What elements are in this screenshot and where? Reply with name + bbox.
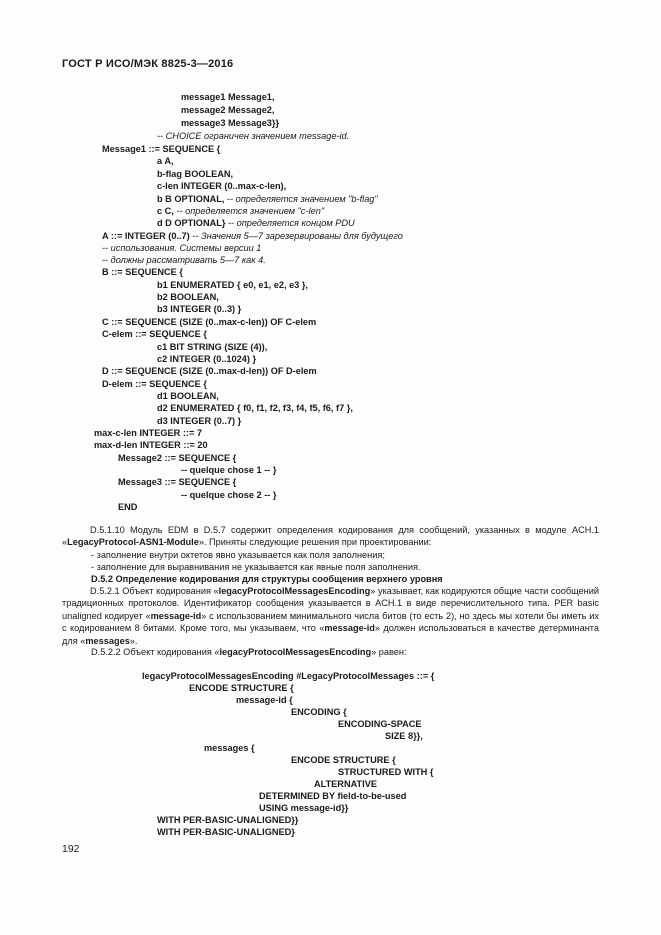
code-text: A ::= INTEGER (0..7) [102,231,190,241]
module-name: LegacyProtocol-ASN1-Module [67,537,199,548]
code-line: WITH PER-BASIC-UNALIGNED} [157,827,295,837]
code-line: C ::= SEQUENCE (SIZE (0..max-c-len)) OF C-elem [102,317,317,327]
code-line: END [118,502,138,512]
code-line [157,217,355,229]
code-line: b1 ENUMERATED { e0, e1, e2, e3 }, [157,280,308,290]
code-line: ENCODE STRUCTURE { [291,755,396,765]
paragraph-d5-2-2 [91,646,407,658]
code-line: ENCODING { [291,707,347,717]
code-line: -- quelque chose 2 -- } [181,490,277,500]
text-run: » должен использоваться в качестве детерминанта для « [62,623,600,646]
code-line: USING message-id}} [259,803,349,813]
code-line: c-len INTEGER (0..max-c-len), [157,181,287,191]
code-line: B ::= SEQUENCE { [102,267,183,277]
code-line: C-elem ::= SEQUENCE { [102,329,207,339]
code-comment: -- определяется значением "c-len" [173,206,325,216]
code-line: Message2 ::= SEQUENCE { [118,453,237,463]
code-line: a A, [157,156,174,166]
code-line: ALTERNATIVE [314,779,377,789]
code-text: b B OPTIONAL, [157,194,225,204]
code-line: DETERMINED BY field-to-be-used [259,791,407,801]
code-text: d D OPTIONAL} [157,218,226,228]
code-line [157,193,378,205]
code-line: legacyProtocolMessagesEncoding #LegacyProtocolMessages ::= { [142,671,435,681]
code-line: message1 Message1, [181,92,275,102]
list-item: ‑ заполнение для выравнивания не указывается как явные поля заполнения. [91,562,421,572]
code-line: D-elem ::= SEQUENCE { [102,379,207,389]
document-header: ГОСТ Р ИСО/МЭК 8825-3—2016 [62,58,234,70]
code-line: -- quelque chose 1 -- } [181,465,277,475]
code-line: WITH PER-BASIC-UNALIGNED}} [157,815,299,825]
code-line: Message1 ::= SEQUENCE { [102,144,221,154]
code-line: D ::= SEQUENCE (SIZE (0..max-d-len)) OF D-elem [102,366,317,376]
field-name: message-id [150,610,202,621]
field-name: message-id [324,623,375,634]
code-line: d2 ENUMERATED { f0, f1, f2, f3, f4, f5, f6, f7 }, [157,403,353,413]
object-name: legacyProtocolMessagesEncoding [218,586,371,596]
object-name: legacyProtocolMessagesEncoding [219,647,372,657]
paragraph-d5-1-10 [62,524,599,549]
code-line: c1 BIT STRING (SIZE (4)), [157,342,268,352]
code-line: message3 Message3}} [181,118,280,128]
paragraph-d5-2-1 [62,585,599,647]
code-comment: -- CHOICE ограничен значением message-id. [157,131,350,141]
code-line: c2 INTEGER (0..1024) } [157,354,257,364]
code-line: ENCODING-SPACE [338,719,422,729]
code-line [102,230,403,242]
page-number: 192 [62,843,80,855]
code-line: SIZE 8}}, [385,731,423,741]
code-comment: -- определяется значением "b-flag" [224,194,378,204]
code-comment: -- использования. Системы версии 1 [102,243,262,253]
text-run: » с использованием минимального числа битов (то есть 2), но здесь мы хотели бы иметь их с кодированием 8 битами. Кроме того, мы указываем, что « [62,610,599,634]
section-heading: D.5.2 Определение кодирования для структуры сообщения верхнего уровня [91,574,443,584]
code-line: d3 INTEGER (0..7) } [157,416,242,426]
code-line: max-d-len INTEGER ::= 20 [94,440,208,450]
text-run: D.5.2.1 Объект кодирования « [90,586,219,596]
code-comment: -- определяется концом PDU [225,218,355,228]
code-comment: -- должны рассматривать 5—7 как 4. [102,255,266,265]
code-text: c C, [157,206,174,216]
code-line: b2 BOOLEAN, [157,292,219,302]
text-run: ». Приняты следующие решения при проектировании: [198,537,432,548]
field-name: messages [85,635,130,646]
code-line: STRUCTURED WITH { [338,767,434,777]
code-line: b-flag BOOLEAN, [157,169,234,179]
text-run: D.5.2.2 Объект кодирования « [91,647,220,657]
code-line: max-c-len INTEGER ::= 7 [94,428,202,438]
code-line: messages { [204,743,255,753]
code-line: b3 INTEGER (0..3) } [157,304,242,314]
code-line [157,205,324,217]
code-comment: -- Значения 5—7 зарезервированы для будущего [189,231,403,241]
text-run: D.5.1.10 Модуль EDM в D.5.7 содержит определения кодирования для сообщений, указанных в модуле ACH.1 « [62,525,599,548]
code-line: Message3 ::= SEQUENCE { [118,477,237,487]
text-run: ». [129,635,138,646]
code-line: d1 BOOLEAN, [157,391,219,401]
text-run: » равен: [371,647,407,657]
text-run: » указывает, как кодируются общие части сообщений традиционных протоколов. Идентификатор сообщения указывается в ACH.1 в виде перечислительного типа. PER basic unaligned кодирует « [62,586,599,621]
list-item: ‑ заполнение внутри октетов явно указывается как поля заполнения; [91,550,385,560]
code-line: message2 Message2, [181,105,275,115]
code-line: message-id { [236,695,293,705]
code-line: ENCODE STRUCTURE { [189,683,294,693]
